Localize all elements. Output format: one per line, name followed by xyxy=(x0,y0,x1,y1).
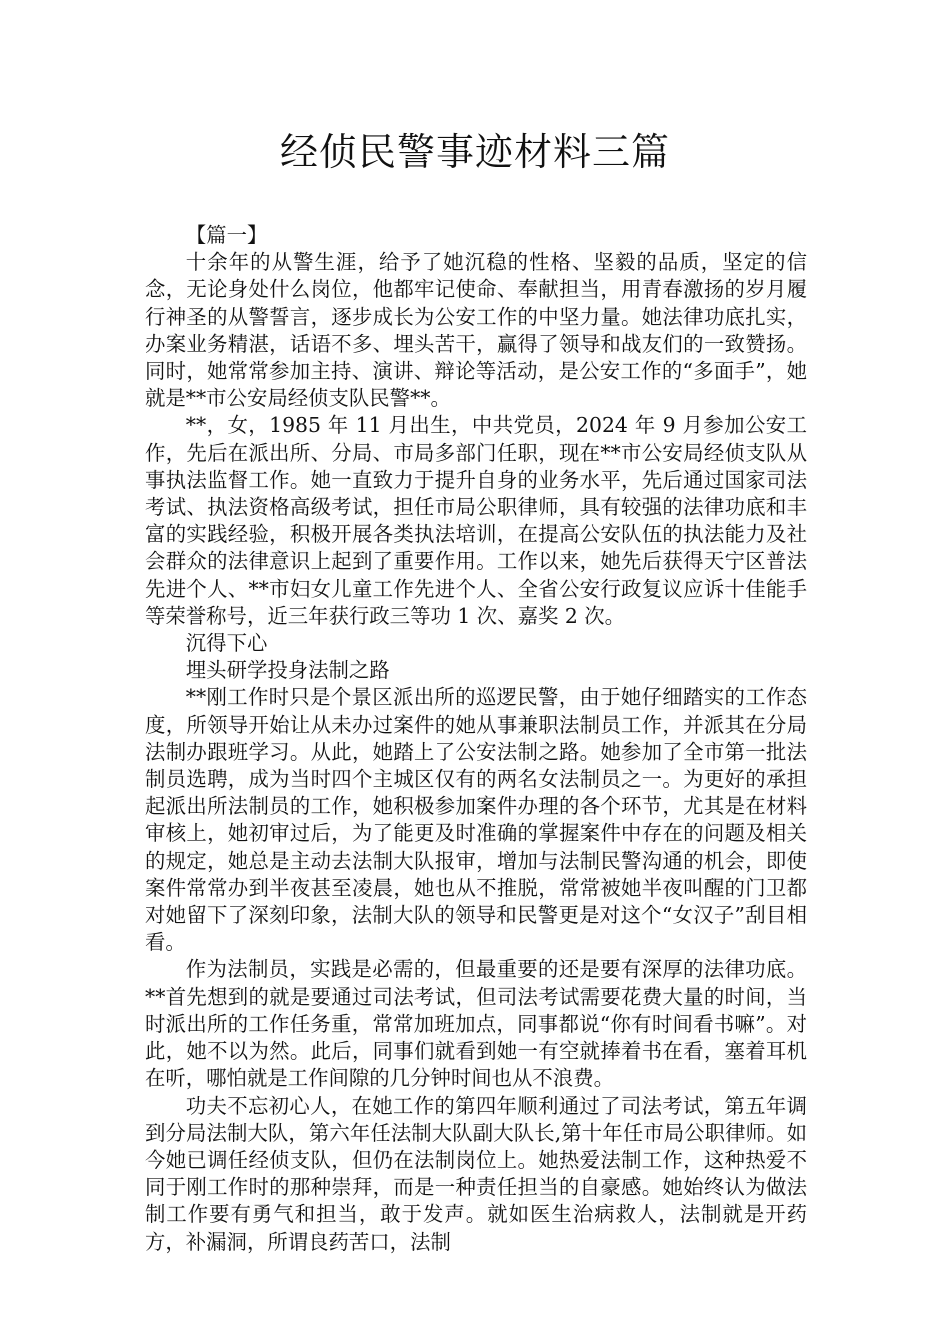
paragraph: 作为法制员，实践是必需的，但最重要的还是要有深厚的法律功底。**首先想到的就是要通过司法考试，但司法考试需要花费大量的时间，当时派出所的工作任务重，常常加班加点，同事都说“你有时间看书嘛”。对此，她不以为然。此后，同事们就看到她一有空就捧着书在看，塞着耳机在听，哪怕就是工作间隙的几分钟时间也从不浪费。 xyxy=(145,957,807,1091)
document-title: 经侦民警事迹材料三篇 xyxy=(279,130,670,174)
subheading: 埋头研学投身法制之路 xyxy=(185,658,390,683)
section-label: 【篇一】 xyxy=(185,223,268,247)
paragraph: 十余年的从警生涯，给予了她沉稳的性格、坚毅的品质，坚定的信念，无论身处什么岗位，他都牢记使命、奉献担当，用青春激扬的岁月履行神圣的从警誓言，逐步成长为公安工作的中坚力量。她法律功底扎实，办案业务精湛，话语不多、埋头苦干，赢得了领导和战友们的一致赞扬。同时，她常常参加主持、演讲、辩论等活动，是公安工作的“多面手”，她就是**市公安局经侦支队民警**。 xyxy=(145,250,807,411)
subheading: 沉得下心 xyxy=(185,631,268,656)
paragraph: **，女，1985 年 11 月出生，中共党员，2024 年 9 月参加公安工作，先后在派出所、分局、市局多部门任职，现在**市公安局经侦支队从事执法监督工作。她一直致力于提升自身的业务水平，先后通过国家司法考试、执法资格高级考试，担任市局公职律师，具有较强的法律功底和丰富的实践经验，积极开展各类执法培训，在提高公安队伍的执法能力及社会群众的法律意识上起到了重要作用。工作以来，她先后获得天宁区普法先进个人、**市妇女儿童工作先进个人、全省公安行政复议应诉十佳能手等荣誉称号，近三年获行政三等功 1 次、嘉奖 2 次。 xyxy=(145,413,807,628)
document-body xyxy=(145,222,807,1256)
paragraph: **刚工作时只是个景区派出所的巡逻民警，由于她仔细踏实的工作态度，所领导开始让从未办过案件的她从事兼职法制员工作，并派其在分局法制办跟班学习。从此，她踏上了公安法制之路。她参加了全市第一批法制员选聘，成为当时四个主城区仅有的两名女法制员之一。为更好的承担起派出所法制员的工作，她积极参加案件办理的各个环节，尤其是在材料审核上，她初审过后，为了能更及时准确的掌握案件中存在的问题及相关的规定，她总是主动去法制大队报审，增加与法制民警沟通的机会，即使案件常常办到半夜甚至凌晨，她也从不推脱，常常被她半夜叫醒的门卫都对她留下了深刻印象，法制大队的领导和民警更是对这个“女汉子”刮目相看。 xyxy=(145,685,807,955)
paragraph: 功夫不忘初心人，在她工作的第四年顺利通过了司法考试，第五年调到分局法制大队，第六年任法制大队副大队长,第十年任市局公职律师。如今她已调任经侦支队，但仍在法制岗位上。她热爱法制工作，这种热爱不同于刚工作时的那种崇拜，而是一种责任担当的自豪感。她始终认为做法制工作要有勇气和担当，敢于发声。就如医生治病救人，法制就是开药方，补漏洞，所谓良药苦口，法制 xyxy=(145,1093,807,1254)
